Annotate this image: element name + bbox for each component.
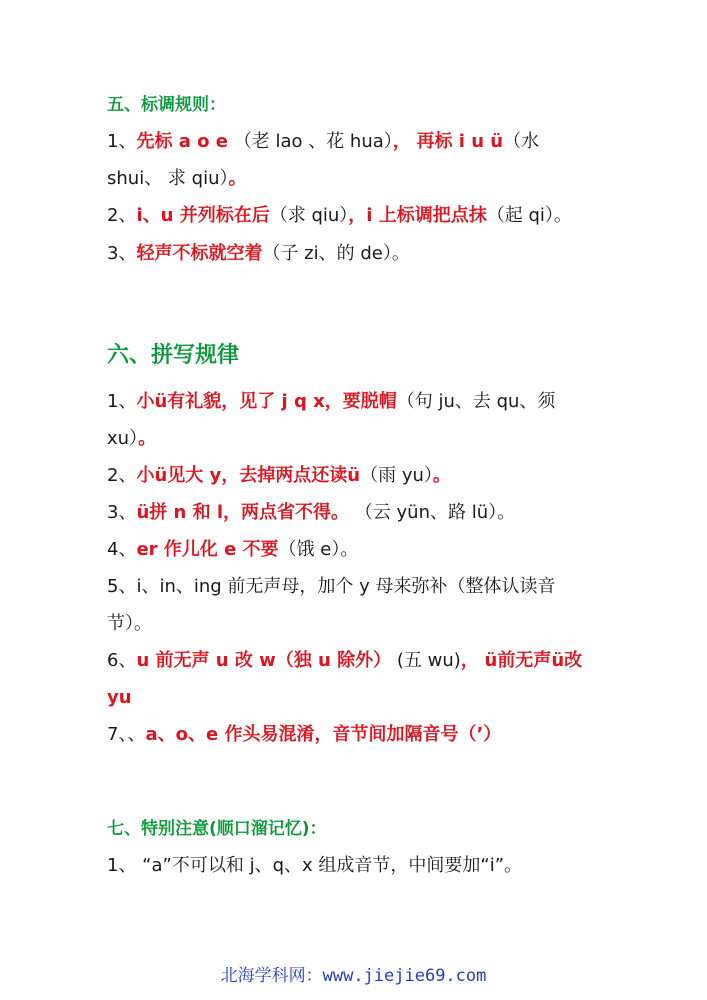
emphasis-text: er 作儿化 e 不要 (136, 539, 279, 560)
rule-6-6 (107, 647, 667, 675)
section-7-title: 七、特别注意(顺口溜记忆)： (107, 819, 327, 839)
rule-number: 2、 (107, 465, 137, 486)
example-text: （求 qiu） (269, 205, 349, 226)
emphasis-text: 。 (228, 168, 247, 189)
example-text: shui、 求 qiu） (107, 168, 229, 189)
rule-6-5-cont (107, 610, 667, 638)
emphasis-text: 再标 i u ü (416, 131, 504, 152)
rule-5-1-cont (107, 165, 667, 193)
rule-5-2 (107, 202, 667, 230)
rule-number: 6、 (107, 650, 137, 671)
emphasis-text: yu (107, 687, 132, 708)
emphasis-text: i、u 并列标在后 (136, 205, 270, 226)
emphasis-text: a、o、e 作头易混淆，音节间加隔音号（’） (145, 724, 502, 745)
rule-number: 2、 (107, 205, 137, 226)
example-text: （子 zi、的 de）。 (262, 243, 410, 264)
emphasis-text: 。 (432, 465, 451, 486)
example-text: （水 (503, 131, 540, 152)
rule-6-2 (107, 462, 667, 490)
rule-6-3 (107, 499, 667, 527)
rule-number: 3、 (107, 243, 137, 264)
footer-url: www.jiejie69.com (322, 966, 487, 986)
example-text: xu） (107, 428, 139, 449)
footer-watermark (0, 963, 707, 989)
example-text: （云 yün、路 lü）。 (354, 502, 516, 523)
emphasis-text: 小ü见大 y，去掉两点还读ü (136, 465, 361, 486)
rule-number: 1、 (107, 131, 137, 152)
rule-number: 1、 (107, 391, 137, 412)
rule-number: 3、 (107, 502, 137, 523)
rule-5-3 (107, 240, 667, 268)
rule-text: 节）。 (107, 613, 152, 634)
emphasis-text: 。 (138, 428, 157, 449)
rule-6-1 (107, 388, 667, 416)
rule-text: 5、i、in、ing 前无声母，加个 y 母来弥补（整体认读音 (107, 576, 556, 597)
emphasis-text: u 前无声 u 改 w（独 u 除外） (136, 650, 392, 671)
rule-6-7 (107, 721, 667, 749)
rule-number: 4、 (107, 539, 137, 560)
example-text: （雨 yu） (360, 465, 433, 486)
rule-6-4 (107, 536, 667, 564)
rule-6-6-cont (107, 684, 667, 712)
emphasis-text: ， (460, 650, 479, 671)
rule-6-5 (107, 573, 667, 601)
emphasis-text: 小ü有礼貌，见了 j q x，要脱帽 (136, 391, 397, 412)
section-5-title: 五、标调规则： (107, 95, 226, 115)
emphasis-text: ü拼 n 和 l，两点省不得。 (136, 502, 350, 523)
example-text: (五 wu) (396, 650, 461, 671)
emphasis-text: 先标 a o e (136, 131, 228, 152)
example-text: （句 ju、去 qu、须 (396, 391, 556, 412)
rule-7-1 (107, 852, 667, 880)
footer-label: 北海学科网： (220, 966, 323, 986)
example-text: （起 qi）。 (486, 205, 572, 226)
section-6-title: 六、拼写规律 (107, 343, 240, 368)
emphasis-text: ü前无声ü改 (484, 650, 583, 671)
emphasis-text: 轻声不标就空着 (136, 243, 263, 264)
example-text: （饿 e）。 (278, 539, 359, 560)
rule-number: 7、、 (107, 724, 146, 745)
rule-6-1-cont (107, 425, 667, 453)
emphasis-text: ，i 上标调把点抹 (348, 205, 487, 226)
rule-5-1 (107, 128, 667, 156)
rule-text: 1、 “a”不可以和 j、q、x 组成音节，中间要加“i”。 (107, 855, 523, 876)
example-text: （老 lao 、花 hua） (233, 131, 393, 152)
emphasis-text: ， (392, 131, 411, 152)
